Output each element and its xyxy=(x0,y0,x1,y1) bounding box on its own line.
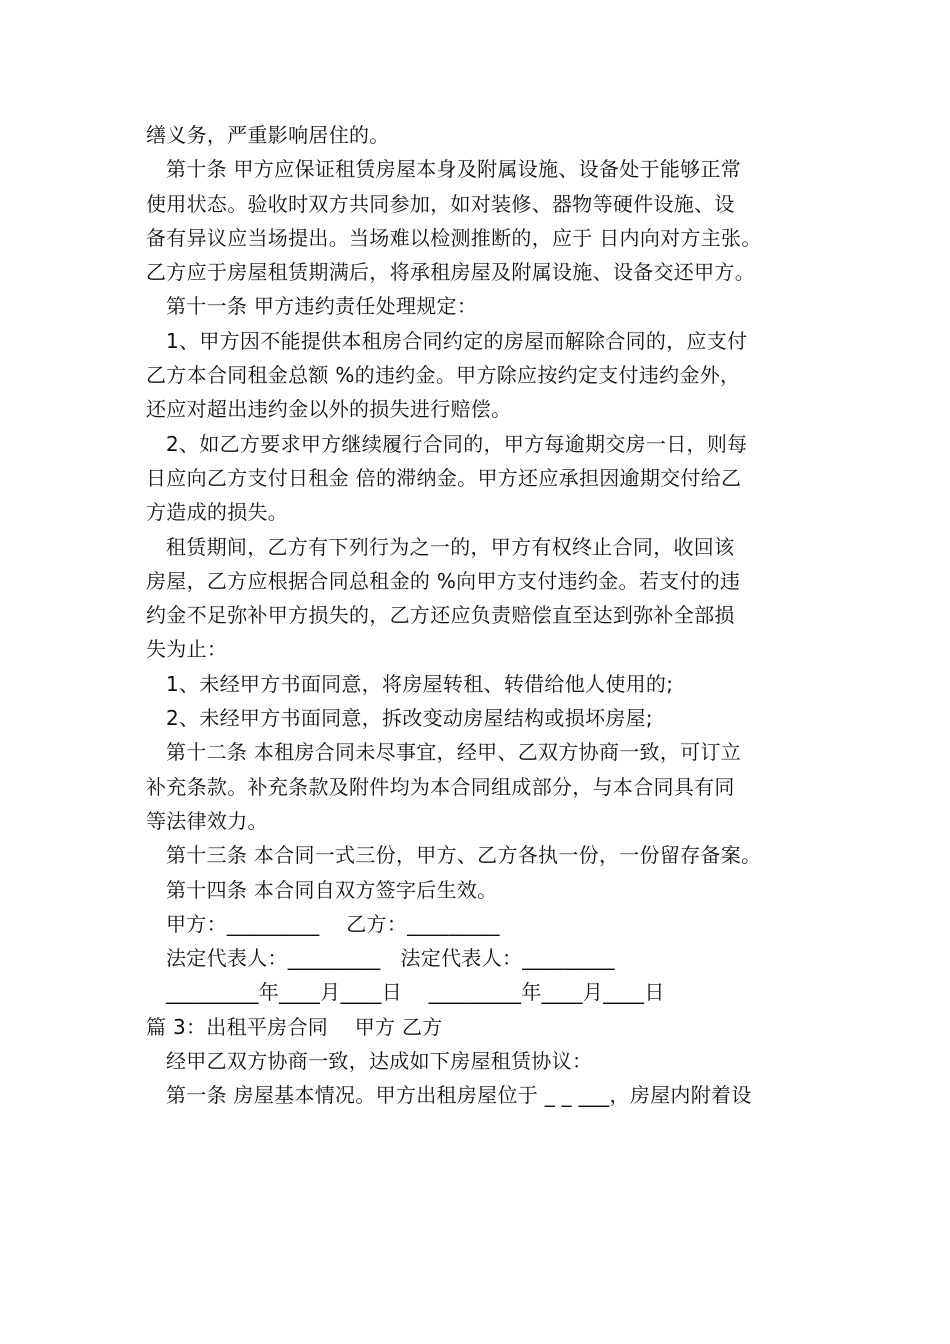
text-line: 第一条 房屋基本情况。甲方出租房屋位于 _ _ ___，房屋内附着设 xyxy=(166,1083,752,1108)
text-line: 约金不足弥补甲方损失的，乙方还应负责赔偿直至达到弥补全部损 xyxy=(146,603,735,628)
text-line: 第十二条 本租房合同未尽事宜，经甲、乙双方协商一致，可订立 xyxy=(166,740,742,765)
text-line: 第十四条 本合同自双方签字后生效。 xyxy=(166,877,498,902)
text-line: 日应向乙方支付日租金 倍的滞纳金。甲方还应承担因逾期交付给乙 xyxy=(146,465,742,490)
text-line: 乙方应于房屋租赁期满后，将承租房屋及附属设施、设备交还甲方。 xyxy=(146,260,755,285)
text-line: 法定代表人：_________ 法定代表人：_________ xyxy=(166,946,615,971)
text-line: 第十三条 本合同一式三份，甲方、乙方各执一份，一份留存备案。 xyxy=(166,843,762,868)
text-line: 房屋，乙方应根据合同总租金的 %向甲方支付违约金。若支付的违 xyxy=(146,568,741,593)
text-line: 第十条 甲方应保证租赁房屋本身及附属设施、设备处于能够正常 xyxy=(166,157,742,182)
text-line: 等法律效力。 xyxy=(146,808,268,833)
text-line: 第十一条 甲方违约责任处理规定： xyxy=(166,294,478,319)
text-line: 缮义务，严重影响居住的。 xyxy=(146,123,390,147)
text-line: 方造成的损失。 xyxy=(146,500,289,525)
text-line: 篇 3：出租平房合同 甲方 乙方 xyxy=(146,1014,443,1039)
text-line: 使用状态。验收时双方共同参加，如对装修、器物等硬件设施、设 xyxy=(146,191,735,216)
text-line: _________年____月____日 _________年____月____日 xyxy=(166,980,665,1005)
text-line: 经甲乙双方协商一致，达成如下房屋租赁协议： xyxy=(166,1049,593,1074)
text-line: 备有异议应当场提出。当场难以检测推断的，应于 日内向对方主张。 xyxy=(146,225,762,250)
text-line: 2、如乙方要求甲方继续履行合同的，甲方每逾期交房一日，则每 xyxy=(166,431,748,456)
text-line: 失为止： xyxy=(146,637,228,662)
text-line: 租赁期间，乙方有下列行为之一的，甲方有权终止合同，收回该 xyxy=(166,534,735,559)
text-line: 2、未经甲方书面同意，拆改变动房屋结构或损坏房屋; xyxy=(166,706,653,731)
text-line: 还应对超出违约金以外的损失进行赔偿。 xyxy=(146,397,512,422)
text-line: 乙方本合同租金总额 %的违约金。甲方除应按约定支付违约金外， xyxy=(146,363,741,388)
text-line: 1、未经甲方书面同意，将房屋转租、转借给他人使用的; xyxy=(166,671,674,696)
text-line: 甲方：_________ 乙方：_________ xyxy=(166,911,500,936)
text-line: 1、甲方因不能提供本租房合同约定的房屋而解除合同的，应支付 xyxy=(166,328,748,353)
text-line: 补充条款。补充条款及附件均为本合同组成部分，与本合同具有同 xyxy=(146,774,735,799)
contract-text xyxy=(146,118,816,1113)
